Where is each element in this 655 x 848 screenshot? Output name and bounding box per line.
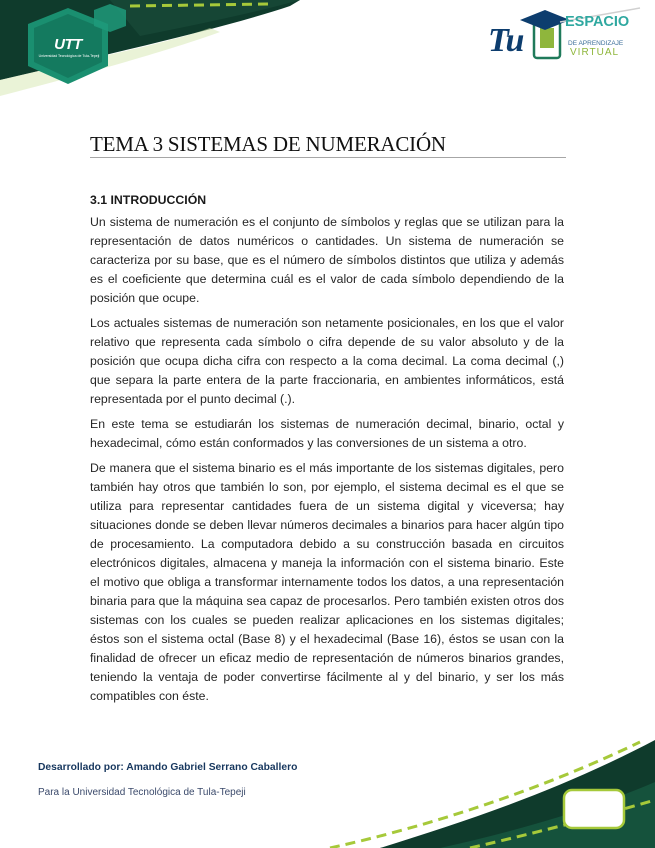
paragraph: De manera que el sistema binario es el más importante de los sistemas digitales, pero también hay otros que también lo son, por ejemplo, el sistema decimal es el que se utiliza para representar cantidades fuera de un sistema digital y viceversa; hay situaciones donde se deben llevar números decimales a binarios para hacer algún tipo de procesamiento. La computadora debido a su construcción basada en circuitos electrónicos digitales, almacena y maneja la información con el sistema binario. Este el motivo que obliga a transformar internamente todos los datos, a una representación binaria para que la máquina sea capaz de procesarlos. Pero también existen otros dos sistemas con los cuales se pueden realizar aplicaciones en los sistemas digitales; éstos son el sistema octal (Base 8) y el hexadecimal (Base 16), éstos se usan con la finalidad de ofrecer un eficaz medio de representación de números binarios grandes, teniendo la ventaja de poder convertirse fácilmente al y del binario, y ser los más compatibles con éste. <box>90 461 564 703</box>
page-title: TEMA 3 SISTEMAS DE NUMERACIÓN <box>90 132 446 156</box>
section-heading: 3.1 INTRODUCCIÓN <box>90 193 207 207</box>
footer-institution: Para la Universidad Tecnológica de Tula-Tepeji <box>38 787 246 798</box>
espacio-logo-line2: DE APRENDIZAJE <box>568 40 624 47</box>
utt-logo-text: UTT <box>54 36 82 53</box>
espacio-logo-line1: ESPACIO <box>565 14 630 30</box>
paragraph: Un sistema de numeración es el conjunto de símbolos y reglas que se utilizan para la representación de datos numéricos o cantidades. Un sistema de numeración se caracteriza por su base, que es el número de símbolos distintos que utiliza y además es el coeficiente que determina cuál es el valor de cada símbolo dependiendo de la posición que ocupe. <box>90 215 564 305</box>
page-number-box <box>564 790 624 828</box>
tu-logo-mark: Tu <box>488 22 523 59</box>
espacio-logo-line3: VIRTUAL <box>570 47 620 58</box>
paragraph: Los actuales sistemas de numeración son netamente posicionales, en los que el valor relativo que representa cada símbolo o cifra depende de su valor absoluto y de la posición que ocupa dicha cifra con respecto a la coma decimal. La coma decimal (,) que separa la parte entera de la parte fraccionaria, en ambientes informáticos, está representada por el punto decimal (.). <box>90 316 564 406</box>
paragraph: En este tema se estudiarán los sistemas de numeración decimal, binario, octal y hexadecimal, cómo están conformados y las conversiones de un sistema a otro. <box>90 417 564 450</box>
title-underline <box>90 157 566 158</box>
body-text <box>90 213 564 712</box>
footer-author: Desarrollado por: Amando Gabriel Serrano Caballero <box>38 762 298 773</box>
utt-logo-subtext: Universidad Tecnológica de Tula-Tepeji <box>38 54 100 58</box>
